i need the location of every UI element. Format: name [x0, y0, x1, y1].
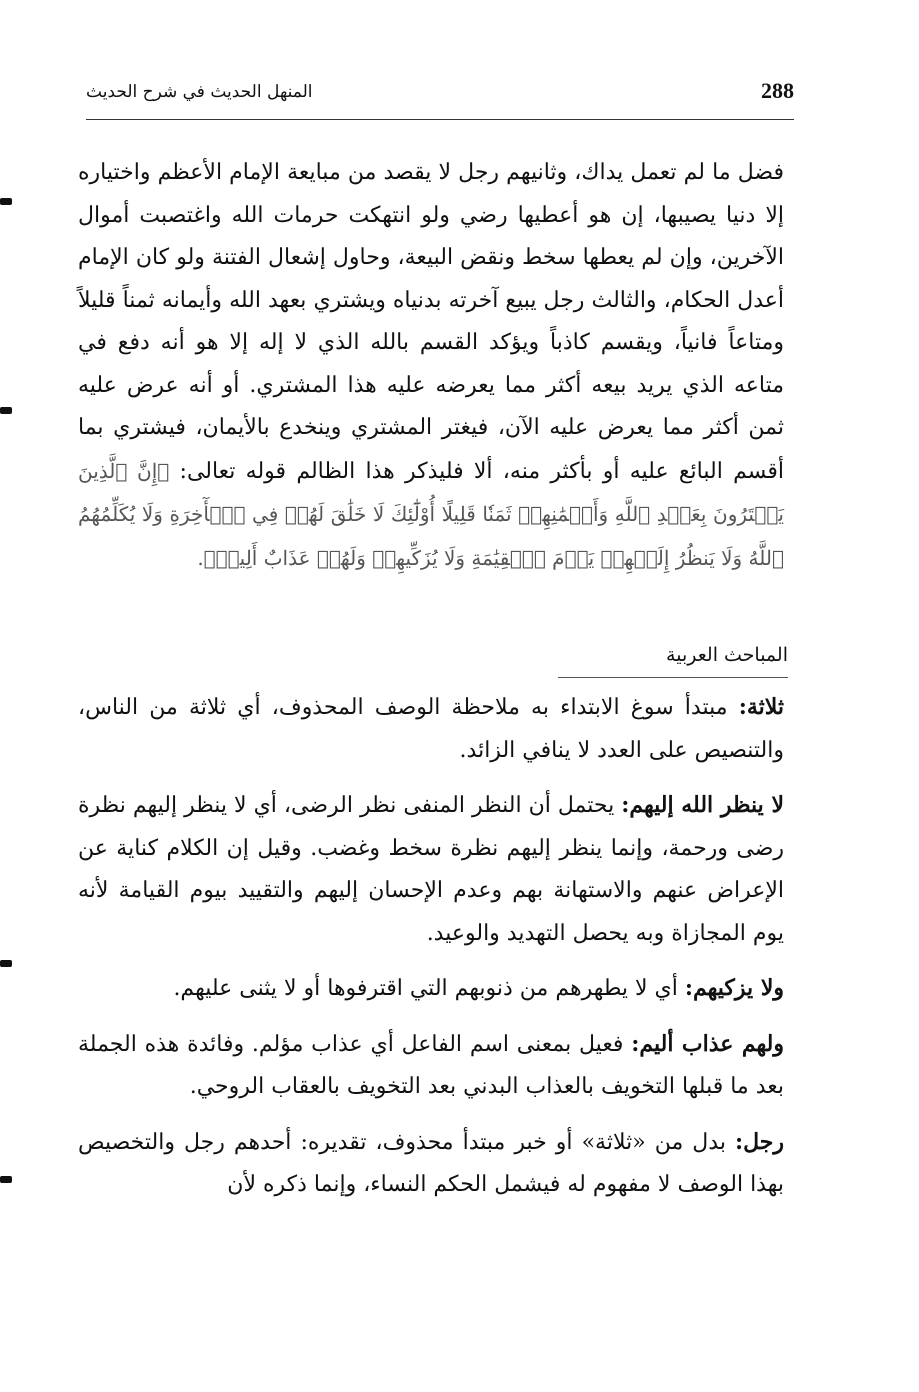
note-term: ولهم عذاب أليم: — [631, 1030, 784, 1057]
notes-list — [78, 686, 784, 1219]
page-header — [86, 78, 794, 114]
binding-mark — [0, 407, 12, 414]
note-text: مبتدأ سوغ الابتداء به ملاحظة الوصف المحذوف، أي ثلاثة من الناس، والتنصيص على العدد لا ينافي الزائد. — [78, 695, 784, 763]
note-term: لا ينظر الله إليهم: — [621, 792, 784, 818]
section-title: المباحث العربية — [666, 644, 788, 666]
note-item — [78, 1121, 784, 1207]
header-rule — [86, 119, 794, 120]
page-number: 288 — [761, 78, 794, 103]
note-term: ثلاثة: — [738, 694, 784, 720]
binding-mark — [0, 1176, 12, 1183]
note-text: فعيل بمعنى اسم الفاعل أي عذاب مؤلم. وفائدة هذه الجملة بعد ما قبلها التخويف بالعذاب البدني بعد التخويف بالعقاب الروحي. — [78, 1031, 784, 1099]
note-term: رجل: — [734, 1128, 784, 1155]
section-rule — [558, 677, 788, 678]
note-term: ولا يزكيهم: — [684, 975, 784, 1001]
note-item — [78, 784, 784, 955]
binding-mark — [0, 960, 12, 967]
intro-text: فضل ما لم تعمل يداك، وثانيهم رجل لا يقصد من مبايعة الإمام الأعظم واختياره إلا دنيا يصيبها، إن هو أعطيها رضي ولو انتهكت حرمات الله واغتصبت أموال الآخرين، وإن لم يعطها سخط ونقض البيعة، وحاول إشعال الفتنة ولو كان الإمام أعدل الحكام، والثالث رجل يبيع آخرته بدنياه ويشتري بعهد الله وأيمانه ثمناً قليلاً ومتاعاً فانياً، ويقسم كاذباً ويؤكد القسم بالله الذي لا إله إلا هو أنه دفع في متاعه الذي يريد بيعه أكثر مما يعرضه عليه هذا المشتري. أو أنه عرض عليه ثمن أكثر مما يعرض عليه الآن، فيغتر المشتري وينخدع بالأيمان، فيشتري بما أقسم البائع عليه أو بأكثر منه، ألا فليذكر هذا الظالم قوله تعالى: — [78, 160, 784, 484]
note-item — [78, 686, 784, 772]
intro-paragraph — [78, 152, 784, 580]
binding-mark — [0, 198, 12, 205]
running-title: المنهل الحديث في شرح الحديث — [86, 82, 313, 102]
note-item — [78, 967, 784, 1011]
note-text: يحتمل أن النظر المنفى نظر الرضى، أي لا ينظر إليهم نظرة رضى ورحمة، وإنما ينظر إليهم نظرة سخط وغضب. وقيل إن الكلام كناية عن الإعراض عنهم والاستهانة بهم وعدم الإحسان إليهم والتقييد بيوم القيامة لأنه يوم المجازاة وبه يحصل التهديد والوعيد. — [78, 793, 784, 946]
note-text: بدل من «ثلاثة» أو خبر مبتدأ محذوف، تقديره: أحدهم رجل والتخصيص بهذا الوصف لا مفهوم له فيشمل الحكم النساء، وإنما ذكره لأن — [78, 1129, 784, 1197]
quran-verse: ﴿إِنَّ ٱلَّذِينَ يَشۡتَرُونَ بِعَهۡدِ ٱللَّهِ وَأَيۡمَٰنِهِمۡ ثَمَنٗا قَلِيلًا أُوْلَٰٓئِكَ لَا خَلَٰقَ لَهُمۡ فِي ٱلۡأٓخِرَةِ وَلَا يُكَلِّمُهُمُ ٱللَّهُ وَلَا يَنظُرُ إِلَيۡهِمۡ يَوۡمَ ٱلۡقِيَٰمَةِ وَلَا يُزَكِّيهِمۡ وَلَهُمۡ عَذَابٌ أَلِيمٞ﴾. — [78, 458, 784, 570]
note-item — [78, 1023, 784, 1109]
note-text: أي لا يطهرهم من ذنوبهم التي اقترفوها أو لا يثنى عليهم. — [173, 976, 685, 1001]
